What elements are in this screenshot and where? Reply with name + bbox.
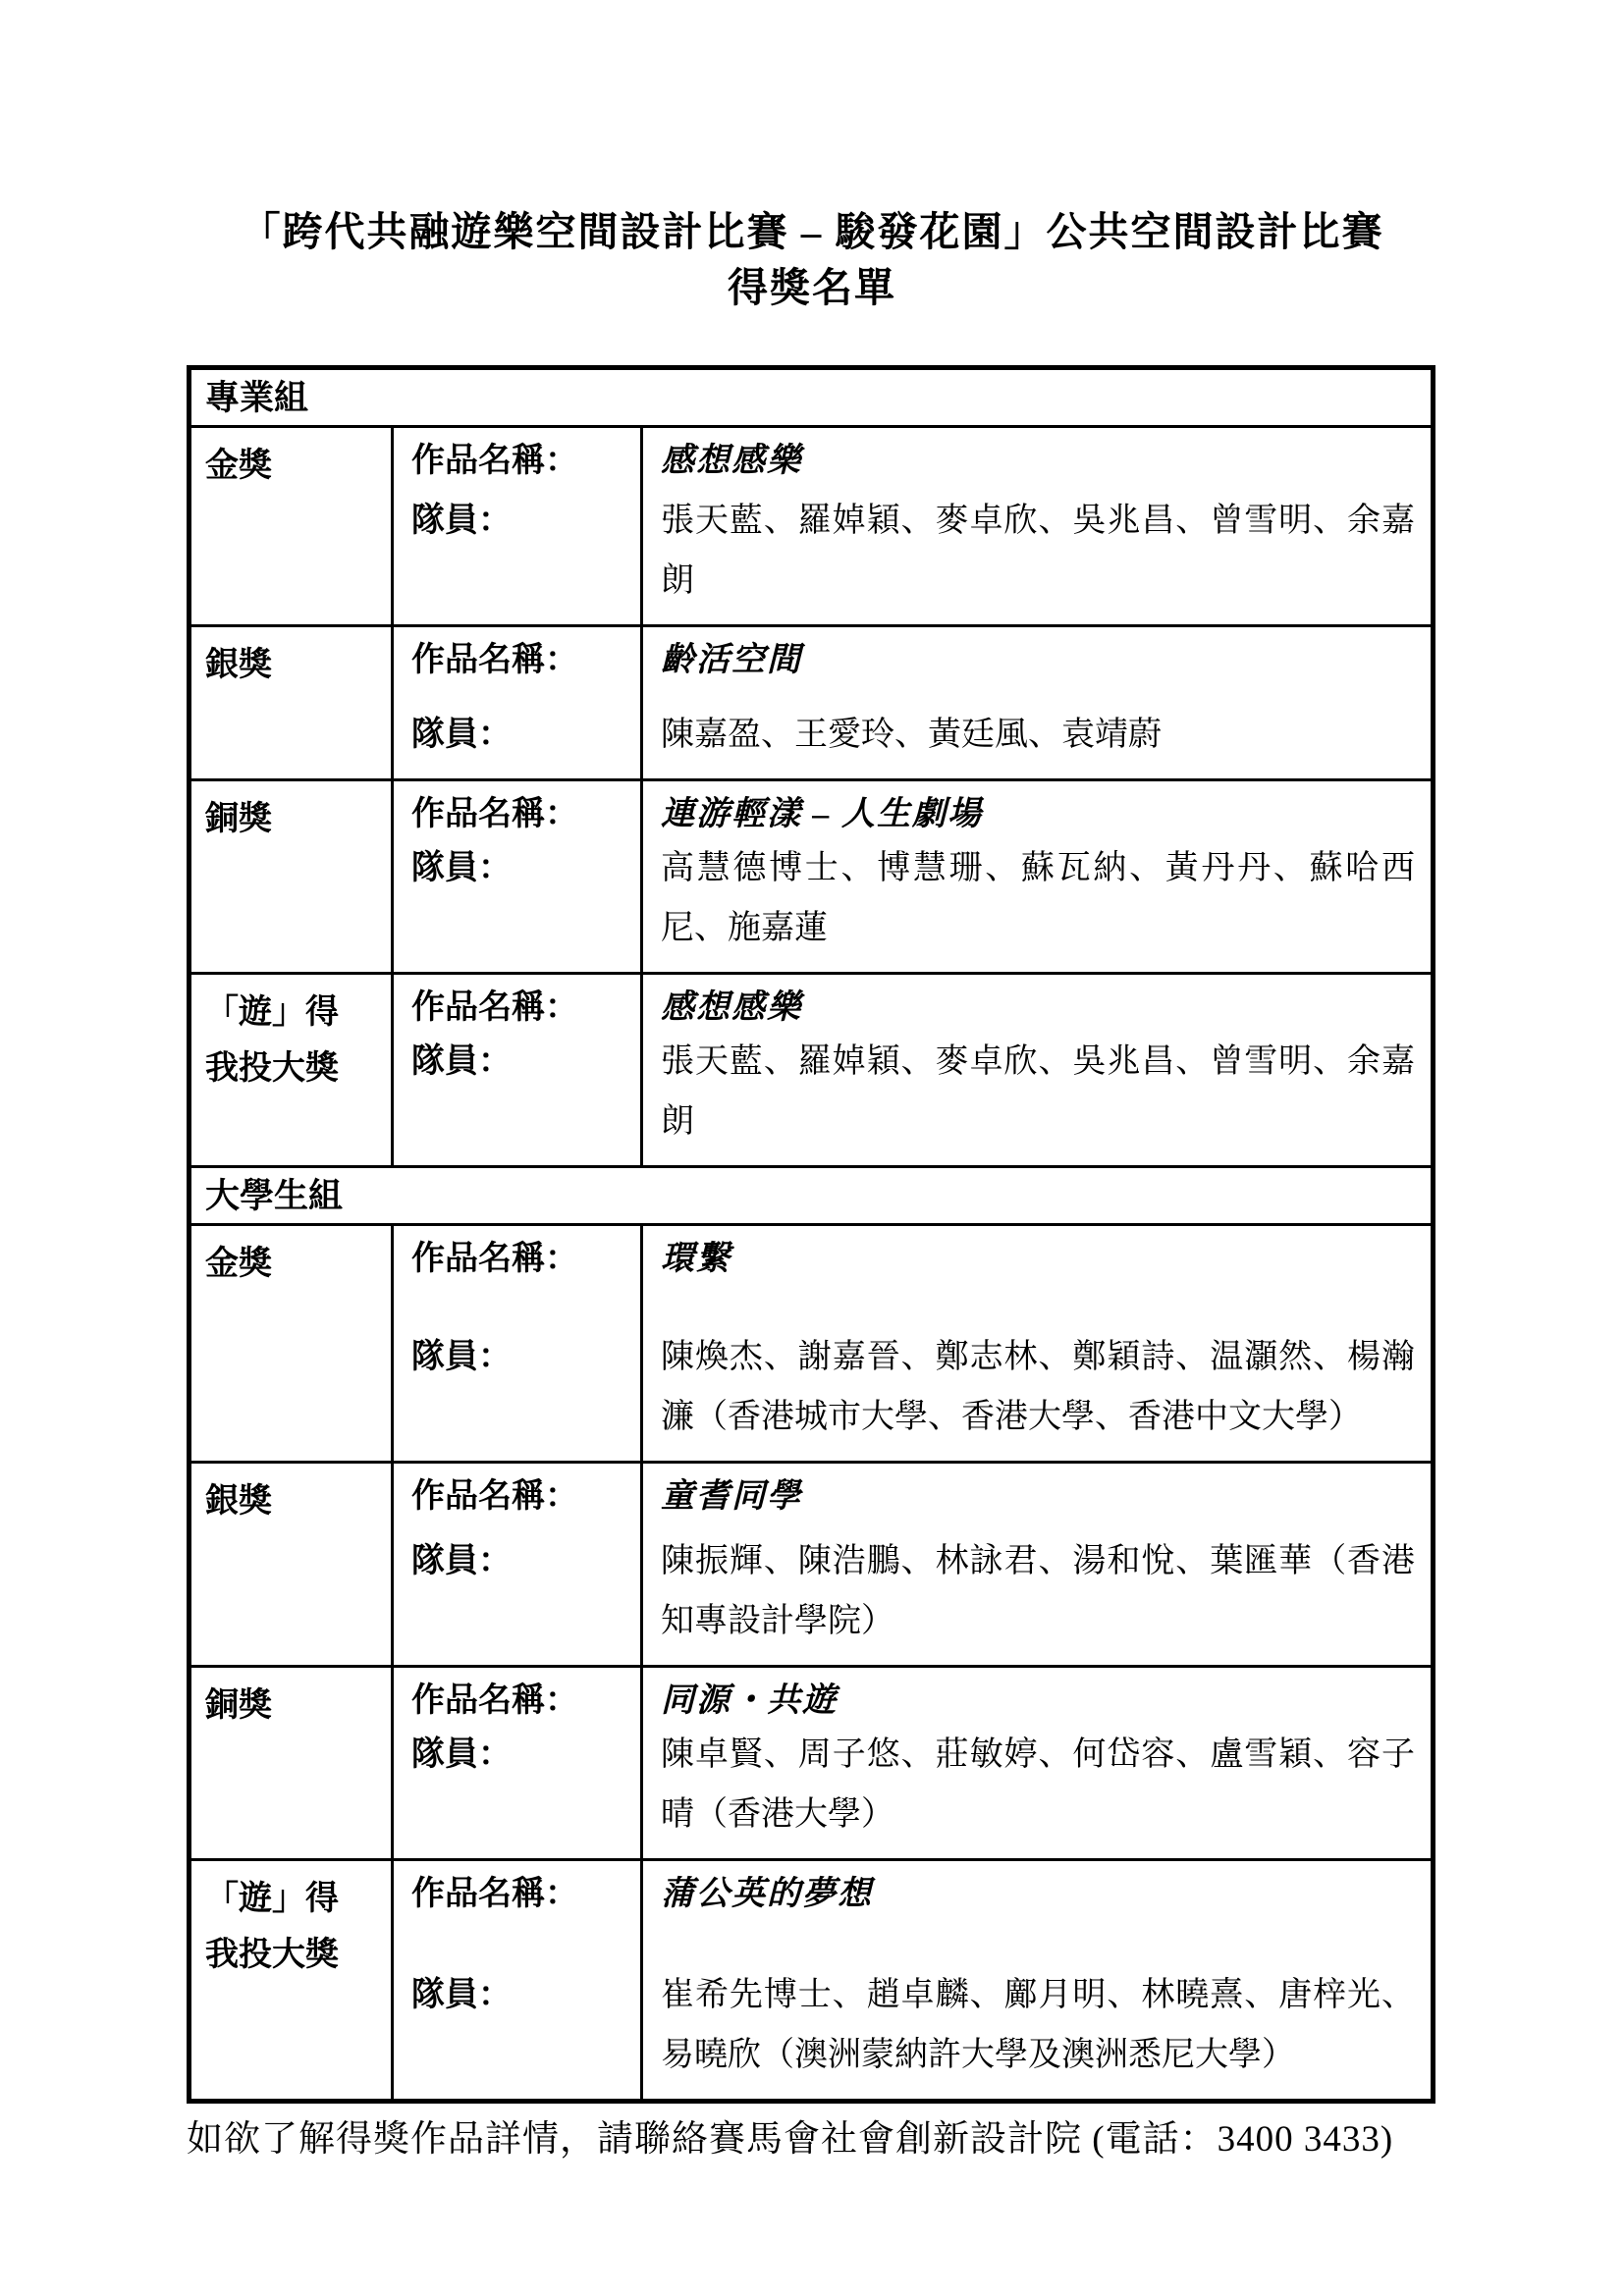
award-row-professional-bronze [191, 778, 1431, 972]
team-members: 高慧德博士、博慧珊、蘇瓦納、黃丹丹、蘇哈西尼、施嘉蓮 [640, 838, 1431, 972]
award-row-university-popular-vote [191, 1858, 1431, 2099]
work-label: 作品名稱： [391, 781, 640, 838]
team-label: 隊員： [391, 1327, 640, 1461]
team-members: 陳嘉盈、王愛玲、黃廷風、袁靖蔚 [640, 705, 1431, 778]
work-title: 同源・共遊 [640, 1668, 1431, 1725]
team-label: 隊員： [391, 1531, 640, 1665]
team-label: 隊員： [391, 705, 640, 778]
award-row-university-gold [191, 1223, 1431, 1461]
footer-note: 如欲了解得獎作品詳情，請聯絡賽馬會社會創新設計院 (電話：3400 3433) [187, 2119, 1394, 2160]
work-title: 感想感樂 [640, 975, 1431, 1032]
team-members: 陳卓賢、周子悠、莊敏婷、何岱容、盧雪穎、容子晴（香港大學） [640, 1725, 1431, 1858]
work-title: 齡活空間 [640, 627, 1431, 705]
work-title: 連游輕漾 – 人生劇場 [640, 781, 1431, 838]
team-members: 崔希先博士、趙卓麟、鄺月明、林曉熹、唐梓光、易曉欣（澳洲蒙納許大學及澳洲悉尼大學） [640, 1965, 1431, 2099]
team-members: 陳煥杰、謝嘉晉、鄭志林、鄭穎詩、温灝然、楊瀚濂（香港城市大學、香港大學、香港中文大學） [640, 1327, 1431, 1461]
team-members: 張天藍、羅婥穎、麥卓欣、吳兆昌、曾雪明、余嘉朗 [640, 1032, 1431, 1165]
team-label: 隊員： [391, 1032, 640, 1165]
team-members: 陳振輝、陳浩鵬、林詠君、湯和悅、葉匯華（香港知專設計學院） [640, 1531, 1431, 1665]
page-title [0, 204, 1624, 316]
work-title: 感想感樂 [640, 428, 1431, 491]
award-name: 「遊」得我投大獎 [205, 1881, 339, 1973]
award-name: 金獎 [205, 448, 272, 484]
award-row-university-silver [191, 1461, 1431, 1665]
work-label: 作品名稱： [391, 627, 640, 705]
work-title: 蒲公英的夢想 [640, 1861, 1431, 1965]
award-name: 銀獎 [205, 647, 272, 683]
work-title: 環繫 [640, 1226, 1431, 1327]
award-row-university-bronze [191, 1665, 1431, 1858]
work-label: 作品名稱： [391, 1226, 640, 1327]
award-name: 銅獎 [205, 1687, 272, 1724]
work-title: 童耆同學 [640, 1464, 1431, 1531]
award-row-professional-popular-vote [191, 972, 1431, 1165]
work-label: 作品名稱： [391, 1861, 640, 1965]
team-members: 張天藍、羅婥穎、麥卓欣、吳兆昌、曾雪明、余嘉朗 [640, 491, 1431, 624]
award-name: 「遊」得我投大獎 [205, 994, 339, 1087]
work-label: 作品名稱： [391, 975, 640, 1032]
team-label: 隊員： [391, 838, 640, 972]
title-line-1: 「跨代共融遊樂空間設計比賽 – 駿發花園」公共空間設計比賽 [240, 209, 1384, 254]
section-header-university: 大學生組 [191, 1165, 1431, 1223]
work-label: 作品名稱： [391, 1464, 640, 1531]
work-label: 作品名稱： [391, 1668, 640, 1725]
work-label: 作品名稱： [391, 428, 640, 491]
award-name: 金獎 [205, 1246, 272, 1282]
team-label: 隊員： [391, 1725, 640, 1858]
award-name: 銀獎 [205, 1483, 272, 1520]
awards-table [187, 365, 1435, 2104]
award-name: 銅獎 [205, 801, 272, 837]
section-header-professional: 專業組 [205, 379, 309, 417]
team-label: 隊員： [391, 1965, 640, 2099]
award-row-professional-silver [191, 624, 1431, 778]
title-line-2: 得獎名單 [728, 265, 896, 310]
award-row-professional-gold [191, 425, 1431, 624]
team-label: 隊員： [391, 491, 640, 624]
